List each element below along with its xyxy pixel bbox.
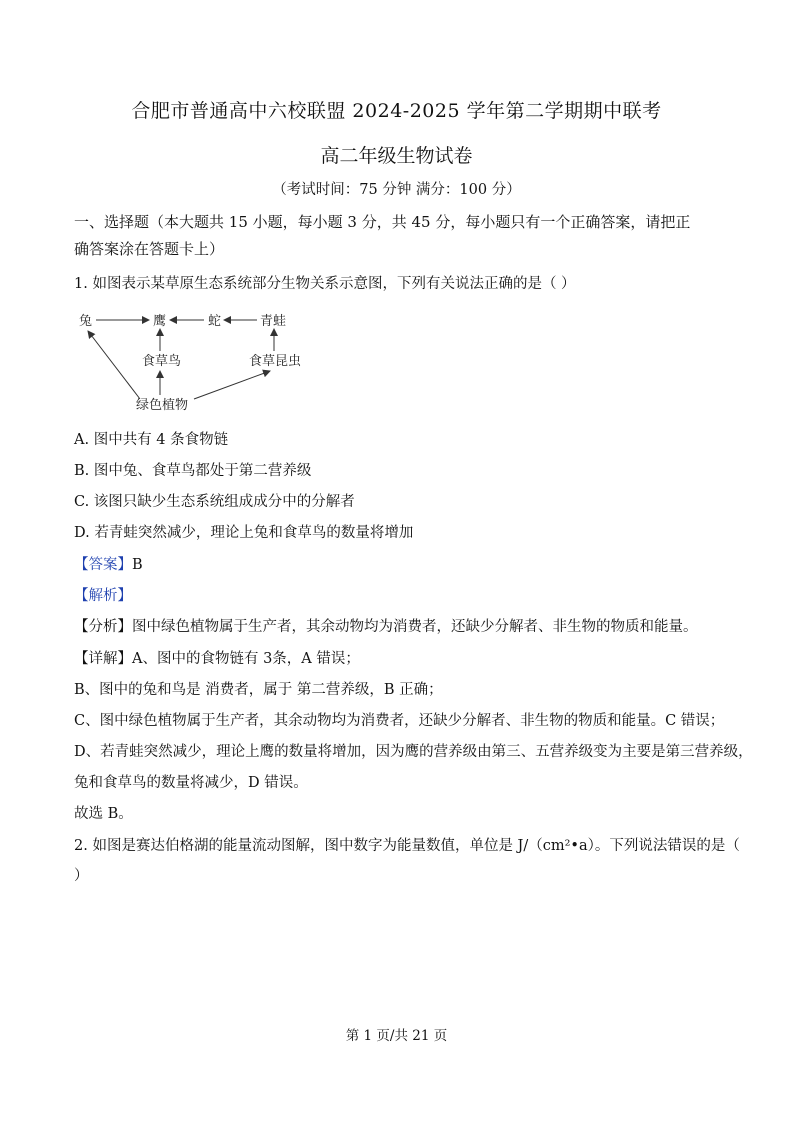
explanation-line-c: C、图中绿色植物属于生产者，其余动物均为消费者，还缺少分解者、非生物的物质和能量。C 错误；: [74, 713, 725, 729]
explanation-line-d: D、若青蛙突然减少，理论上鹰的数量将增加，因为鹰的营养级由第三、五营养级变为主要是第三营养级，: [74, 744, 753, 760]
option-b: B. 图中兔、食草鸟都处于第二营养级: [74, 463, 312, 479]
node-eagle: 鹰: [153, 314, 167, 329]
explanation-line-b: B、图中的兔和鸟是 消费者，属于 第二营养级，B 正确；: [74, 682, 443, 698]
node-green-plant: 绿色植物: [136, 398, 189, 413]
arrow-plant-rabbit: [88, 331, 140, 399]
answer-tag: 【答案】: [74, 557, 132, 573]
fenxi-line: [74, 615, 698, 636]
food-web-diagram: [74, 305, 314, 415]
node-frog: 青蛙: [260, 314, 287, 329]
exam-subtitle: 高二年级生物试卷: [320, 145, 473, 167]
question-2-stem: 2. 如图是赛达伯格湖的能量流动图解，图中数字为能量数值，单位是 J/（cm²•a）。下列说法错误的是（: [74, 838, 740, 854]
node-snake: 蛇: [208, 314, 222, 329]
final-answer: 故选 B。: [74, 806, 133, 822]
question-1-stem: 1. 如图表示某草原生态系统部分生物关系示意图，下列有关说法正确的是（ ）: [74, 276, 576, 292]
fenxi-tag: 【分析】: [74, 619, 132, 635]
exam-title: 合肥市普通高中六校联盟 2024-2025 学年第二学期期中联考: [131, 100, 662, 122]
question-2-stem-cont: ）: [74, 868, 89, 884]
node-rabbit: 兔: [79, 314, 93, 329]
detail-line: [74, 647, 360, 668]
analysis-tag: 【解析】: [74, 588, 132, 604]
detail-text: A、图中的食物链有 3条，A 错误；: [132, 651, 360, 667]
exam-info: （考试时间：75 分钟 满分：100 分）: [272, 182, 521, 198]
arrow-plant-insect: [194, 371, 270, 399]
fenxi-text: 图中绿色植物属于生产者，其余动物均为消费者，还缺少分解者、非生物的物质和能量。: [132, 619, 698, 635]
explanation-line-d-cont: 兔和食草鸟的数量将减少，D 错误。: [74, 775, 308, 791]
option-d: D. 若青蛙突然减少，理论上兔和食草鸟的数量将增加: [74, 525, 414, 541]
answer-line: [74, 553, 143, 574]
detail-tag: 【详解】: [74, 651, 132, 667]
answer-value: B: [132, 557, 143, 573]
section-heading-line1: 一、选择题（本大题共 15 小题，每小题 3 分，共 45 分，每小题只有一个正确答案，请把正: [74, 213, 691, 231]
node-herbivorous-insect: 食草昆虫: [249, 354, 302, 369]
option-a: A. 图中共有 4 条食物链: [74, 432, 229, 448]
page-footer: 第 1 页/共 21 页: [345, 1028, 448, 1044]
option-c: C. 该图只缺少生态系统组成成分中的分解者: [74, 494, 355, 510]
section-heading-line2: 确答案涂在答题卡上）: [74, 240, 225, 258]
node-herbivorous-bird: 食草鸟: [142, 354, 182, 369]
